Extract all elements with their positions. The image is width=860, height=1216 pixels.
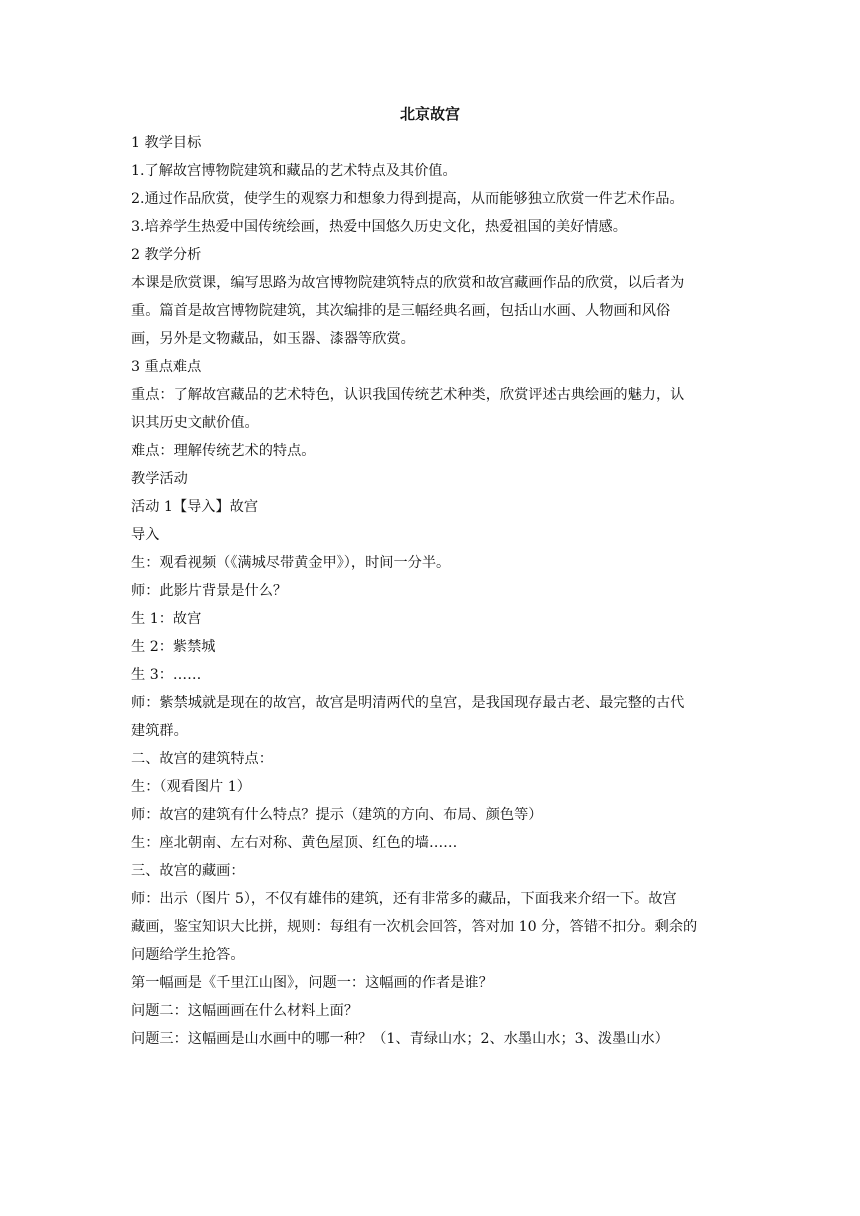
text-line: 难点：理解传统艺术的特点。 xyxy=(131,443,316,459)
text-line: 教学活动 xyxy=(131,471,188,487)
document-title: 北京故宫 xyxy=(399,105,460,123)
text-line: 师：紫禁城就是现在的故宫，故宫是明清两代的皇宫，是我国现存最古老、最完整的古代 xyxy=(131,695,685,711)
text-line: 第一幅画是《千里江山图》，问题一：这幅画的作者是谁？ xyxy=(131,975,493,991)
text-line: 重点：了解故宫藏品的艺术特色，认识我国传统艺术种类，欣赏评述古典绘画的魅力，认 xyxy=(131,387,685,403)
text-line: 藏画，鉴宝知识大比拼，规则：每组有一次机会回答，答对加 10 分，答错不扣分。剩余的 xyxy=(131,919,698,935)
text-line: 问题二：这幅画画在什么材料上面？ xyxy=(131,1003,359,1019)
paragraph xyxy=(131,749,731,769)
paragraph xyxy=(131,1029,731,1049)
paragraph xyxy=(131,525,731,545)
text-line: 活动 1【导入】故宫 xyxy=(131,499,259,515)
text-line: 建筑群。 xyxy=(131,723,188,739)
text-line: 师：故宫的建筑有什么特点？提示（建筑的方向、布局、颜色等） xyxy=(131,807,543,823)
paragraph xyxy=(131,885,731,969)
paragraph xyxy=(131,689,731,745)
paragraph xyxy=(131,581,731,601)
text-line: 问题给学生抢答。 xyxy=(131,947,245,963)
text-line: 师：此影片背景是什么？ xyxy=(131,583,288,599)
text-line: 识其历史文献价值。 xyxy=(131,415,259,431)
text-line: 本课是欣赏课，编写思路为故宫博物院建筑特点的欣赏和故宫藏画作品的欣赏，以后者为 xyxy=(131,275,685,291)
text-line: 生：观看视频（《满城尽带黄金甲》），时间一分半。 xyxy=(131,555,451,571)
text-line: 生 1：故宫 xyxy=(131,611,202,627)
text-line: 3 重点难点 xyxy=(131,359,202,375)
paragraph xyxy=(131,189,731,209)
text-line: 生 3：…… xyxy=(131,667,202,683)
text-line: 导入 xyxy=(131,527,160,543)
document-body xyxy=(131,133,731,1057)
text-line: 三、故宫的藏画： xyxy=(131,863,245,879)
text-line: 二、故宫的建筑特点： xyxy=(131,751,273,767)
text-line: 3.培养学生热爱中国传统绘画，热爱中国悠久历史文化，热爱祖国的美好情感。 xyxy=(131,219,627,235)
text-line: 2.通过作品欣赏，使学生的观察力和想象力得到提高，从而能够独立欣赏一件艺术作品。 xyxy=(131,191,684,207)
text-line: 1 教学目标 xyxy=(131,135,202,151)
paragraph xyxy=(131,609,731,629)
paragraph xyxy=(131,269,731,353)
text-line: 生：（观看图片 1） xyxy=(131,779,251,795)
paragraph xyxy=(131,357,731,377)
text-line: 问题三：这幅画是山水画中的哪一种？（1、青绿山水；2、水墨山水；3、泼墨山水） xyxy=(131,1031,669,1047)
paragraph xyxy=(131,441,731,461)
text-line: 生 2：紫禁城 xyxy=(131,639,216,655)
text-line: 师：出示（图片 5），不仅有雄伟的建筑，还有非常多的藏品，下面我来介绍一下。故宫 xyxy=(131,891,677,907)
paragraph xyxy=(131,805,731,825)
paragraph xyxy=(131,245,731,265)
paragraph xyxy=(131,665,731,685)
paragraph xyxy=(131,161,731,181)
paragraph xyxy=(131,1001,731,1021)
paragraph xyxy=(131,133,731,153)
paragraph xyxy=(131,469,731,489)
paragraph xyxy=(131,553,731,573)
paragraph xyxy=(131,217,731,237)
text-line: 生：座北朝南、左右对称、黄色屋顶、红色的墙…… xyxy=(131,835,458,851)
paragraph xyxy=(131,861,731,881)
paragraph xyxy=(131,381,731,437)
paragraph xyxy=(131,497,731,517)
text-line: 画，另外是文物藏品，如玉器、漆器等欣赏。 xyxy=(131,331,415,347)
text-line: 2 教学分析 xyxy=(131,247,202,263)
paragraph xyxy=(131,833,731,853)
paragraph xyxy=(131,637,731,657)
paragraph xyxy=(131,973,731,993)
text-line: 1.了解故宫博物院建筑和藏品的艺术特点及其价值。 xyxy=(131,163,457,179)
paragraph xyxy=(131,777,731,797)
text-line: 重。篇首是故宫博物院建筑，其次编排的是三幅经典名画，包括山水画、人物画和风俗 xyxy=(131,303,671,319)
